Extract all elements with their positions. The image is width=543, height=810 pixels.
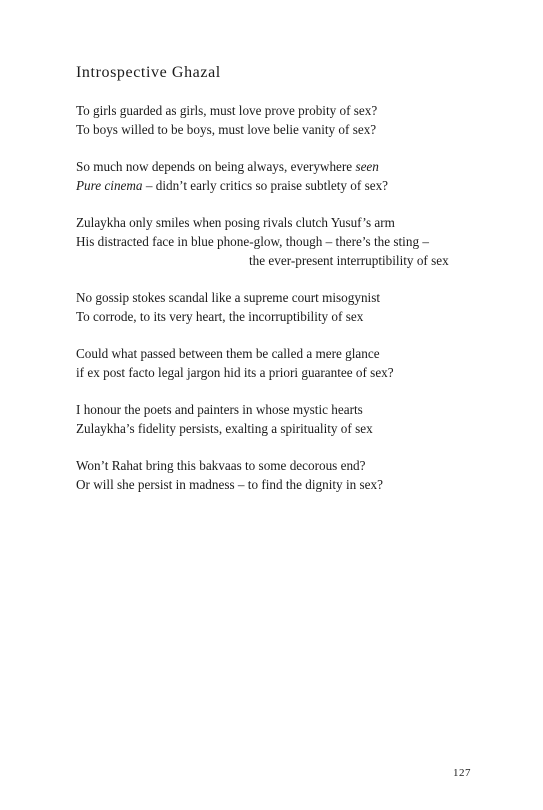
poem-line-indented: the ever-present interruptibility of sex [249, 253, 449, 268]
poem-line: To corrode, to its very heart, the incorruptibility of sex [76, 309, 364, 324]
stanza-3 [76, 213, 476, 270]
poem-line: No gossip stokes scandal like a supreme court misogynist [76, 290, 381, 305]
poem-line: Won’t Rahat bring this bakvaas to some decorous end? [76, 458, 366, 473]
poem-line [76, 176, 476, 195]
line-text: So much now depends on being always, everywhere [76, 159, 356, 174]
stanza-6 [76, 400, 476, 438]
italic-text: seen [355, 159, 379, 174]
poem-line: I honour the poets and painters in whose mystic hearts [76, 402, 363, 417]
poem-line: His distracted face in blue phone-glow, though – there’s the sting – [76, 234, 429, 249]
page-number: 127 [453, 767, 471, 779]
poem-title: Introspective Ghazal [76, 64, 221, 81]
stanza-1 [76, 101, 476, 139]
stanza-7 [76, 456, 476, 494]
poem-line: Or will she persist in madness – to find the dignity in sex? [76, 477, 383, 492]
italic-text: Pure cinema [76, 178, 143, 193]
poem-line: Could what passed between them be called a mere glance [76, 346, 380, 361]
poem-line: Zulaykha’s fidelity persists, exalting a spirituality of sex [76, 421, 373, 436]
stanza-5 [76, 344, 476, 382]
poem-line: if ex post facto legal jargon hid its a priori guarantee of sex? [76, 365, 394, 380]
stanza-2 [76, 157, 476, 195]
poem-line: Zulaykha only smiles when posing rivals clutch Yusuf’s arm [76, 215, 395, 230]
poem-line: To girls guarded as girls, must love prove probity of sex? [76, 103, 378, 118]
poem-line [76, 157, 476, 176]
stanza-4 [76, 288, 476, 326]
poem-line: To boys willed to be boys, must love belie vanity of sex? [76, 122, 377, 137]
line-text: – didn’t early critics so praise subtlety of sex? [142, 178, 389, 193]
poem-body [76, 101, 476, 512]
